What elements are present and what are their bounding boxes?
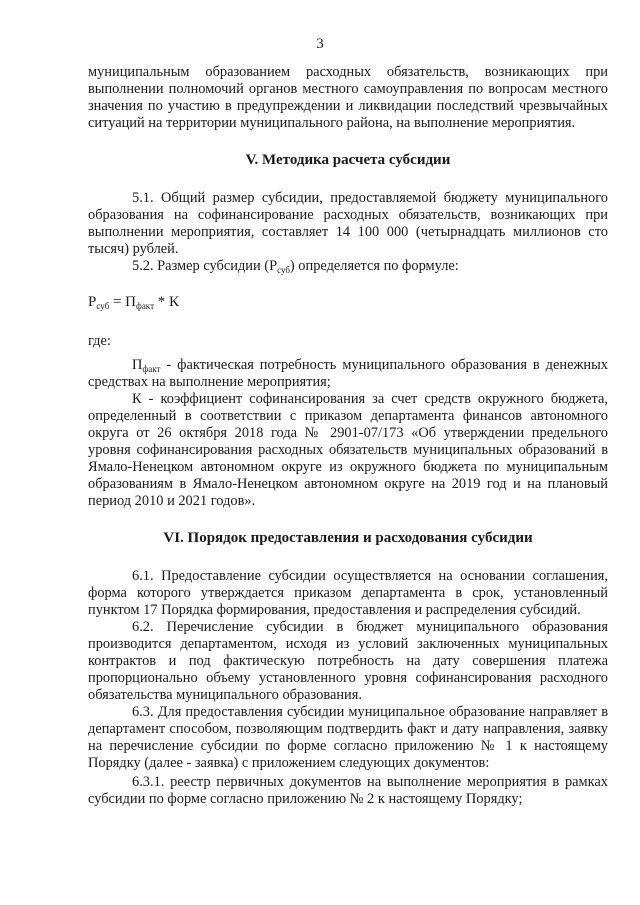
section-6-heading: VI. Порядок предоставления и расходования субсидии xyxy=(163,530,533,546)
paragraph-6-1: 6.1. Предоставление субсидии осуществляется на основании соглашения, форма которого утверждается приказом департамента в срок, установленный пунктом 17 Порядка формирования, предоставления и распределения субсидий. xyxy=(88,568,608,618)
def-p-sub: факт xyxy=(142,364,161,374)
document-body xyxy=(88,64,608,808)
formula-mid: = П xyxy=(109,294,136,310)
paragraph-6-3-1: 6.3.1. реестр первичных документов на выполнение мероприятия в рамках субсидии по форме согласно приложению № 2 к настоящему Порядку; xyxy=(88,774,608,807)
paragraph-6-2: 6.2. Перечисление субсидии в бюджет муниципального образования производится департаментом, исходя из условий заключенных муниципальных контрактов и под фактическую потребность на дату совершения платежа пропорционально объему установленного уровня софинансирования расходного обязательства муниципального образования. xyxy=(88,619,608,703)
paragraph-6-3: 6.3. Для предоставления субсидии муниципальное образование направляет в департамент способом, позволяющим подтвердить факт и дату направления, заявку на перечисление субсидии по форме согласно приложению № 1 к настоящему Порядку (далее - заявка) с приложением следующих документов: xyxy=(88,704,608,771)
section-5-heading: V. Методика расчета субсидии xyxy=(245,152,451,168)
formula-r-sub: суб xyxy=(96,301,110,311)
paragraph-5-1: 5.1. Общий размер субсидии, предоставляемой бюджету муниципального образования на софинансирование расходных обязательств, возникающих при выполнении мероприятия, составляет 14 100 000 (четырнадцать миллионов сто тысяч) рублей. xyxy=(88,190,608,257)
page-number: 3 xyxy=(316,36,324,52)
formula-r: Р xyxy=(88,294,97,310)
p5-2-post: ) определяется по формуле: xyxy=(289,258,459,274)
subsidy-formula xyxy=(88,294,608,311)
p5-2-pre: 5.2. Размер субсидии (Р xyxy=(132,258,278,274)
def-p-symbol: П xyxy=(132,357,143,373)
definition-k: К - коэффициент софинансирования за счет средств окружного бюджета, определенный в соответствии с приказом департамента финансов автономного округа от 26 октября 2018 года № 2901-07/173 «Об утверждении предельного уровня софинансирования расходных обязательств муниципальных образований в Ямало-Ненецком автономном округе из окружного бюджета по муниципальным образованиям в Ямало-Ненецком автономном округе на 2019 год и на плановый период 2010 и 2021 годов». xyxy=(88,391,608,509)
definition-p-fact xyxy=(88,357,608,391)
def-p-text: - фактическая потребность муниципального образования в денежных средствах на выполнение мероприятия; xyxy=(88,357,608,390)
formula-tail: * К xyxy=(154,294,180,310)
p5-2-sub: суб xyxy=(277,265,290,275)
formula-p-sub: факт xyxy=(135,301,154,311)
intro-paragraph: муниципальным образованием расходных обязательств, возникающих при выполнении полномочий органов местного самоуправления по вопросам местного значения по участию в предупреждении и ликвидации последствий чрезвычайных ситуаций на территории муниципального района, на выполнение мероприятия. xyxy=(88,64,608,131)
where-label: где: xyxy=(88,333,111,349)
paragraph-5-2 xyxy=(88,258,608,275)
